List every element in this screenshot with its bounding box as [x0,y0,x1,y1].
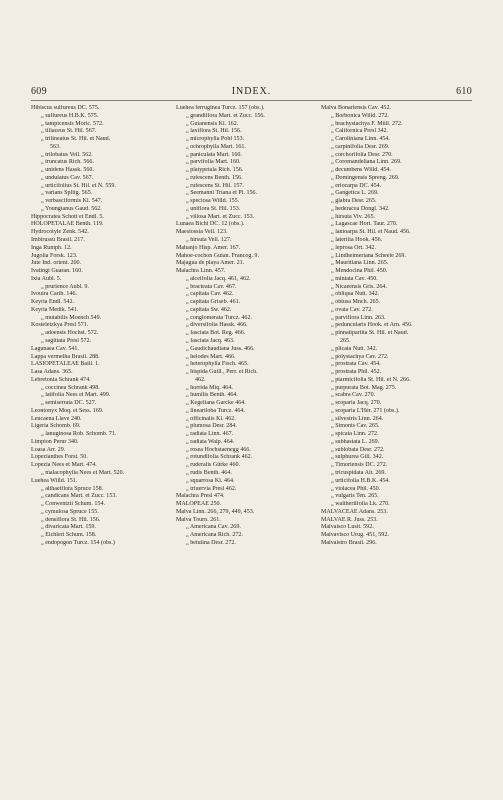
index-entry: Luehea Willd. 151. [31,477,78,484]
index-entry: „ endopogon Turcz. 154 (obs.) [41,539,115,546]
index-entry: Malva Linn. 266, 279, 449, 453. [176,508,255,515]
index-column-1 [31,105,171,548]
index-entry: „ conglomerata Turcz. 462. [186,314,252,321]
page-number-left: 609 [31,86,47,97]
index-entry: „ bracteata Cav. 467. [186,283,237,290]
index-entry: Luehea ferruginea Turcz. 157 (obs.). [176,105,265,111]
index-entry: „ capitata Cav. 462. [186,291,234,298]
index-entry: „ radiata Walp. 464. [186,438,235,445]
index-entry: Lunaea Bichi DC. 12 (obs.). [176,221,245,228]
index-entry: „ alceifolia Jacq. 461, 462. [186,275,251,282]
index-entry: Imbirussú Brasil. 217. [31,237,85,244]
index-entry: „ Simonis Cav. 265. [331,423,380,430]
index-entry: Keyria Endl. 542. [31,299,74,306]
index-entry: „ rotundifolia Schrank 462. [186,454,253,461]
index-entry: „ parviflora Linn. 263. [331,314,386,321]
index-entry: „ grandiflora Mart. et Zucc. 156. [186,112,265,119]
index-entry: „ cymulosa Spruce 155. [41,508,99,515]
index-entry: Jute Ind. orient. 200. [31,260,82,267]
index-entry: „ Caroliniana Linn. 454. [331,136,390,143]
index-entry: „ betulina Desr. 272. [186,539,236,546]
index-entry: „ lateritia Hook. 456. [331,237,383,244]
index-entry: „ Timoriensis DC. 272. [331,462,388,469]
index-entry: „ silvestris Linn. 264. [331,415,384,422]
index-entry: „ sagittata Presl 572. [41,337,92,344]
index-entry: „ ptarmicifolia St. Hil. et N. 266. [331,376,411,383]
index-entry: „ brachystachya F. Müll. 272. [331,120,403,127]
index-entry: Lagunaea Cav. 541. [31,345,79,352]
index-entry: „ urticifolia H.B.K. 454. [331,477,390,484]
index-entry: „ Mendocina Phil. 450. [331,268,388,275]
index-entry: Ligeria Schomb. 69. [31,423,81,430]
index-entry: Lebretonia Schrank 474. [31,376,91,383]
index-entry: „ Lagascae Hort. Taur. 270. [331,221,398,228]
index-entry: „ paniculata Mart. 160. [186,151,242,158]
index-entry: „ vulgaris Ten. 265. [331,493,379,500]
index-entry: „ sulphurea Gill. 342. [331,454,384,461]
index-entry: „ corchorifolia Desr. 270. [331,151,393,158]
index-entry: „ tricuspidata Ait. 269. [331,469,386,476]
index-entry: „ Conwentzii Schum. 154. [41,501,105,508]
index-entry: „ capitata Sw. 462. [186,306,232,313]
index-entry: „ leprosa Ort. 342. [331,244,376,251]
index-entry: „ divaricata Mart. 159. [41,524,96,531]
index-entry: „ althaeiflora Spruce 158. [41,485,104,492]
index-entry: „ pinnatipartita St. Hil. et Naud. [331,330,409,337]
index-entry: „ Kegeliana Garcke 464. [186,400,246,407]
index-entry: „ Domingensis Spreng. 269. [331,174,400,181]
index-entry: „ platypetala Rich. 156. [186,167,244,174]
index-entry: HOLOPETALAE Benth. 119. [31,221,104,228]
page-title: INDEX. [231,86,272,97]
index-entry: „ Mauritiana Linn. 265. [331,260,389,267]
index-entry: „ latifolia Nees et Mart. 499. [41,392,111,399]
index-entry: Hibiscus sulfureus DC. 575. [31,105,100,111]
index-entry: „ prurience Aubl. 9. [41,283,89,290]
index-entry: „ rufescens Benth. 156. [186,174,243,181]
index-entry: „ peduncularis Hook. et Arn. 456. [331,322,413,329]
index-entry: Jugolia Forsk. 123. [31,252,78,259]
index-entry: Lopezia Nees et Mart. 474. [31,462,97,469]
index-entry: „ Lindheimeriana Scheele 269. [331,252,406,259]
index-entry: Mahanjo Hisp. Amer. 167. [176,244,241,251]
index-entry: „ heterophylla Fisch. 465. [186,361,249,368]
index-entry: Limpion Perur 340. [31,438,79,445]
index-entry: „ ovata Cav. 272. [331,306,373,313]
index-entry: „ urticifolius St. Hil. et N. 559. [41,182,116,189]
index-entry: Malvavisco Urug. 451, 592. [321,532,389,539]
index-entry: Malva Tourn. 261. [176,516,221,523]
index-entry: Loasa Arr. 29. [31,446,66,453]
index-entry: „ plicata Nutt. 342. [331,345,378,352]
index-entry: Maesiossia Vell. 123. [176,229,228,236]
index-entry: „ Guianensis Kl. 162. [186,120,239,127]
index-entry: „ decumbens Willd. 454. [331,167,391,174]
index-entry: „ malacophylla Nees et Mart. 520. [41,469,125,476]
index-entry: „ varians Splitg. 565. [41,190,93,197]
index-entry: „ prostrata Cav. 454. [331,361,381,368]
index-entry: „ spicata Linn. 272. [331,431,379,438]
index-entry: Ivouira Carib. 146. [31,291,78,298]
index-entry: Malvaisco Lusit. 592. [321,524,374,531]
index-entry: MALVACEAE Adans. 253. [321,508,388,515]
index-entry: „ candicans Mart. et Zucc. 153. [41,493,117,500]
index-entry: „ glabra Desr. 265. [331,198,377,205]
index-entry: Malachra Linn. 457. [176,268,226,275]
index-entry: Leucaena Llave 240. [31,415,82,422]
header-rule [31,100,472,101]
index-entry: „ undulatus Cav. 567. [41,174,94,181]
index-entry: „ semiserrata DC. 527. [41,400,97,407]
index-entry: „ scoparia Jacq. 270. [331,400,382,407]
index-entry: „ verbasciformis Kl. 547. [41,198,103,205]
index-entry: „ mutabilis Moench 549. [41,314,102,321]
index-entry: „ radiata Linn. 467. [186,431,234,438]
index-entry: „ rosea Hochstaenegg 466. [186,446,251,453]
index-entry: „ hirsuta Viv. 265. [331,213,375,220]
index-entry: „ lanuginosa Rob. Schomb. 71. [41,431,117,438]
index-entry: „ plumosa Desr. 284. [186,423,237,430]
index-entry: MALVAE R. Juss. 253. [321,516,378,523]
index-entry: Lasa Adans. 365. [31,369,73,376]
index-entry: Ivatingi Guaran. 160. [31,268,83,275]
index-entry: „ carpinifolia Desr. 269. [331,143,390,150]
index-entry: „ Coromandeliana Linn. 269. [331,159,402,166]
index-entry: Kosteletzkya Presl 571. [31,322,89,329]
index-entry: „ eriocarpa DC. 454. [331,182,382,189]
index-entry: „ lanioarpa St. Hil. et Naud. 456. [331,229,411,236]
index-entry: Malachra Presl 474. [176,493,225,500]
index-entry: Malva Bonariensis Cav. 452. [321,105,391,111]
index-entry: „ Californica Presl 342. [331,128,389,135]
index-entry: „ Nicaeensis Gris. 264. [331,283,387,290]
page-header [31,86,472,100]
index-entry: „ rudis Benth. 464. [186,469,232,476]
index-entry: „ obliqua Nutt. 342. [331,291,380,298]
index-entry: Inga Rumph. 12. [31,244,72,251]
index-entry: Keyria Medik. 541. [31,306,79,313]
index-entry: „ sulfureus H.B.K. 575. [41,112,99,119]
index-entry: „ Gangetica L. 269. [331,190,379,197]
index-entry: „ officinalis Kl. 462. [186,415,236,422]
index-entry: „ rufescens St. Hil. 157. [186,182,244,189]
index-entry: MALOPEAE 250. [176,501,222,508]
index-entry: „ speciosa Willd. 155. [186,198,240,205]
index-entry: „ fasciata Jacq. 463. [186,337,235,344]
index-entry: „ laxiflora St. Hil. 156. [186,128,242,135]
index-entry: „ scoparia L'Hér. 271 (obs.). [331,407,400,414]
index-entry: Leontonyx Moq. et Sess. 169. [31,407,104,414]
index-column-3 [321,105,473,548]
index-entry: „ unidens Hassk. 560. [41,167,94,174]
index-entry: „ helodes Mart. 466. [186,353,236,360]
index-entry: „ horrida Miq. 464. [186,384,233,391]
index-entry: Malvaistro Brasil. 296. [321,539,377,546]
index-entry: „ waltheriifolia Lk. 270. [331,501,390,508]
index-entry: „ Gaudichaudiana Juss. 466. [186,345,255,352]
index-entry: 462. [195,376,206,383]
index-entry: „ obtusa Mnch. 265. [331,299,381,306]
index-entry: „ parvifolia Mart. 160. [186,159,241,166]
index-entry: „ squarrosa Kl. 464. [186,477,235,484]
index-entry: „ uniflora St. Hil. 153. [186,205,241,212]
index-entry: „ Seemanni Triana et Pl. 156. [186,190,258,197]
index-entry: „ prostrata Phil. 452. [331,369,382,376]
index-entry: „ tampicensis Moric. 572. [41,120,104,127]
index-entry: „ hederacea Dongl. 342. [331,205,390,212]
index-entry: „ lineariloba Turcz. 464. [186,407,245,414]
index-entry: Hippocratea Schott et Endl. 5. [31,213,104,220]
index-entry: „ trilobatus Vell. 562. [41,151,93,158]
index-entry: „ triuervia Presl 462. [186,485,237,492]
index-entry: „ Eichleri Schum. 158. [41,532,97,539]
index-entry: „ Youngianus Gaud. 562. [41,205,102,212]
page-number-right: 610 [456,86,472,97]
index-entry: „ scabra Cav. 270. [331,392,376,399]
index-entry: „ diversifolia Hassk. 466. [186,322,248,329]
index-entry: Majagua de playa Amer. 21. [176,260,245,267]
index-entry: 265. [340,337,351,344]
index-entry: Ixia Aubl. 5. [31,275,62,282]
index-entry: „ hirsuta Vell. 127. [186,237,232,244]
index-entry: Mahoe-cochon Guian. Francog. 9. [176,252,259,259]
index-entry: Lopezianthes Forst. 50. [31,454,88,461]
index-entry: „ coccinea Schrank 498. [41,384,100,391]
index-entry: „ Americana Cav. 269. [186,524,241,531]
index-entry: „ tiliaceus St. Hil. 567. [41,128,97,135]
index-entry: „ fasciata Bot. Reg. 466. [186,330,246,337]
index-entry: „ miniata Cav. 450. [331,275,378,282]
index-entry: „ ruderalis Gürke 460. [186,462,241,469]
index-entry: Lappa vermelha Brasil. 288. [31,353,100,360]
index-entry: „ Borbonica Willd. 272. [331,112,389,119]
index-entry: „ trilineatus St. Hil. et Naud. [41,136,111,143]
index-entry: „ hispida Guill., Perr. et Rich. [186,369,258,376]
index-entry: „ purpurata Bot. Mag. 275. [331,384,397,391]
index-entry: „ villosa Mart. et Zucc. 153. [186,213,255,220]
index-entry: „ microphylla Pohl 153. [186,136,245,143]
index-entry: 563. [50,143,61,150]
index-entry: Hydrocotyle Zenk. 542. [31,229,89,236]
index-entry: „ humilis Benth. 464. [186,392,238,399]
index-entry: „ sublobata Desr. 272. [331,446,385,453]
index-entry: LASIOPETALEAE Baill. 1. [31,361,100,368]
index-entry: „ Americana Rich. 272. [186,532,243,539]
index-entry: „ ochrophylla Mart. 161. [186,143,246,150]
index-entry: „ truncatus Rich. 566. [41,159,94,166]
index-entry: „ subhastata L. 269. [331,438,380,445]
index-entry: „ polystachya Cav. 272. [331,353,389,360]
index-entry: „ violacea Phil. 450. [331,485,381,492]
index-column-2 [176,105,316,548]
index-entry: „ densiflora St. Hil. 156. [41,516,101,523]
index-entry: „ capitata Griseb. 461. [186,299,241,306]
index-entry: „ adoensis Hochst. 572. [41,330,99,337]
